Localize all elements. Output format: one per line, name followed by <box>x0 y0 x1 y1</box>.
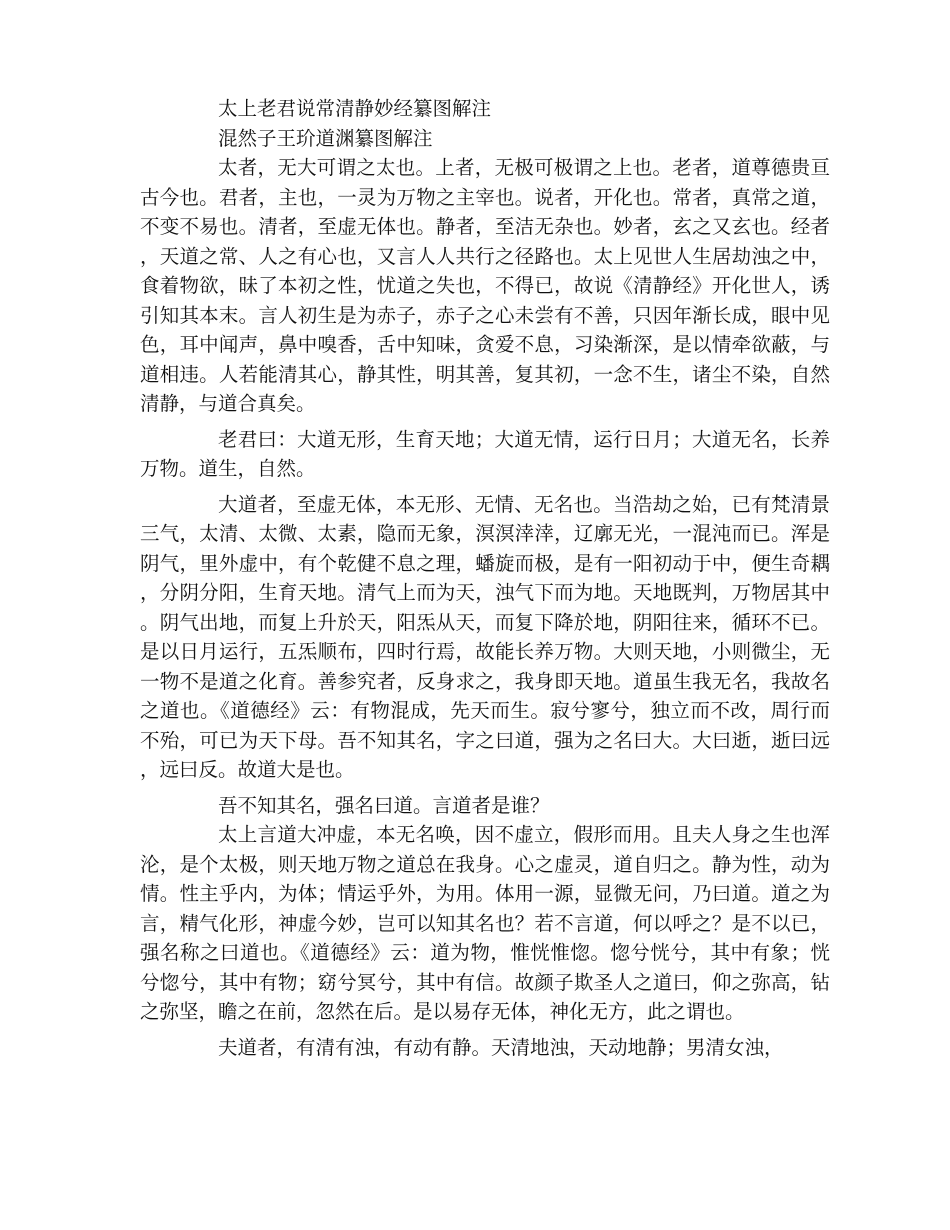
document-body <box>140 94 830 1062</box>
paragraph-commentary-dadao: 大道者，至虚无体，本无形、无情、无名也。当浩劫之始，已有梵清景三气，太清、太微、太素，隐而无象，溟溟涬涬，辽廓无光，一混沌而已。浑是阴气，里外虚中，有个乾健不息之理，蟠旋而极，是有一阳初动于中，便生奇耦，分阴分阳，生育天地。清气上而为天，浊气下而为地。天地既判，万物居其中。阴气出地，而复上升於天，阳炁从天，而复下降於地，阴阳往来，循环不已。是以日月运行，五炁顺布，四时行焉，故能长养万物。大则天地，小则微尘，无一物不是道之化育。善参究者，反身求之，我身即天地。道虽生我无名，我故名之道也。《道德经》云：有物混成，先天而生。寂兮寥兮，独立而不改，周行而不殆，可已为天下母。吾不知其名，字之曰道，强为之名曰大。大曰逝，逝曰远，远曰反。故道大是也。 <box>140 492 830 781</box>
author-line: 混然子王玠道渊纂图解注 <box>218 126 433 150</box>
paragraph-scripture-qingzhuo: 夫道者，有清有浊，有动有静。天清地浊，天动地静；男清女浊， <box>218 1035 784 1059</box>
document-title: 太上老君说常清静妙经纂图解注 <box>218 97 492 120</box>
paragraph-scripture-qiangming: 吾不知其名，强名曰道。言道者是谁？ <box>218 793 550 817</box>
paragraph-commentary-chongxu: 太上言道大冲虚，本无名唤，因不虚立，假形而用。且夫人身之生也浑沦，是个太极，则天地万物之道总在我身。心之虚灵，道自归之。静为性，动为情。性主乎内，为体；情运乎外，为用。体用一源，显微无问，乃曰道。道之为言，精气化形，神虚今妙，岂可以知其名也？若不言道，何以呼之？是不以已，强名称之曰道也。《道德经》云：道为物，惟恍惟惚。惚兮恍兮，其中有象；恍兮惚兮，其中有物；窈兮冥兮，其中有信。故颜子欺圣人之道曰，仰之弥高，钻之弥坚，瞻之在前，忽然在后。是以易存无体，神化无方，此之谓也。 <box>140 823 830 1023</box>
paragraph-scripture-dao-wuxing: 老君曰：大道无形，生育天地；大道无情，运行日月；大道无名，长养万物。道生，自然。 <box>140 427 830 480</box>
paragraph-commentary-title: 太者，无大可谓之太也。上者，无极可极谓之上也。老者，道尊德贵亘古今也。君者，主也，一灵为万物之主宰也。说者，开化也。常者，真常之道，不变不易也。清者，至虚无体也。静者，至洁无杂也。妙者，玄之又玄也。经者，天道之常、人之有心也，又言人人共行之径路也。太上见世人生居劫浊之中，食着物欲，昧了本初之性，忧道之失也，不得已，故说《清静经》开化世人，诱引知其本末。言人初生是为赤子，赤子之心未尝有不善，只因年渐长成，眼中见色，耳中闻声，鼻中嗅香，舌中知味，贪爱不息，习染渐深，是以情牵欲蔽，与道相违。人若能清其心，静其性，明其善，复其初，一念不生，诸尘不染，自然清静，与道合真矣。 <box>140 156 830 415</box>
